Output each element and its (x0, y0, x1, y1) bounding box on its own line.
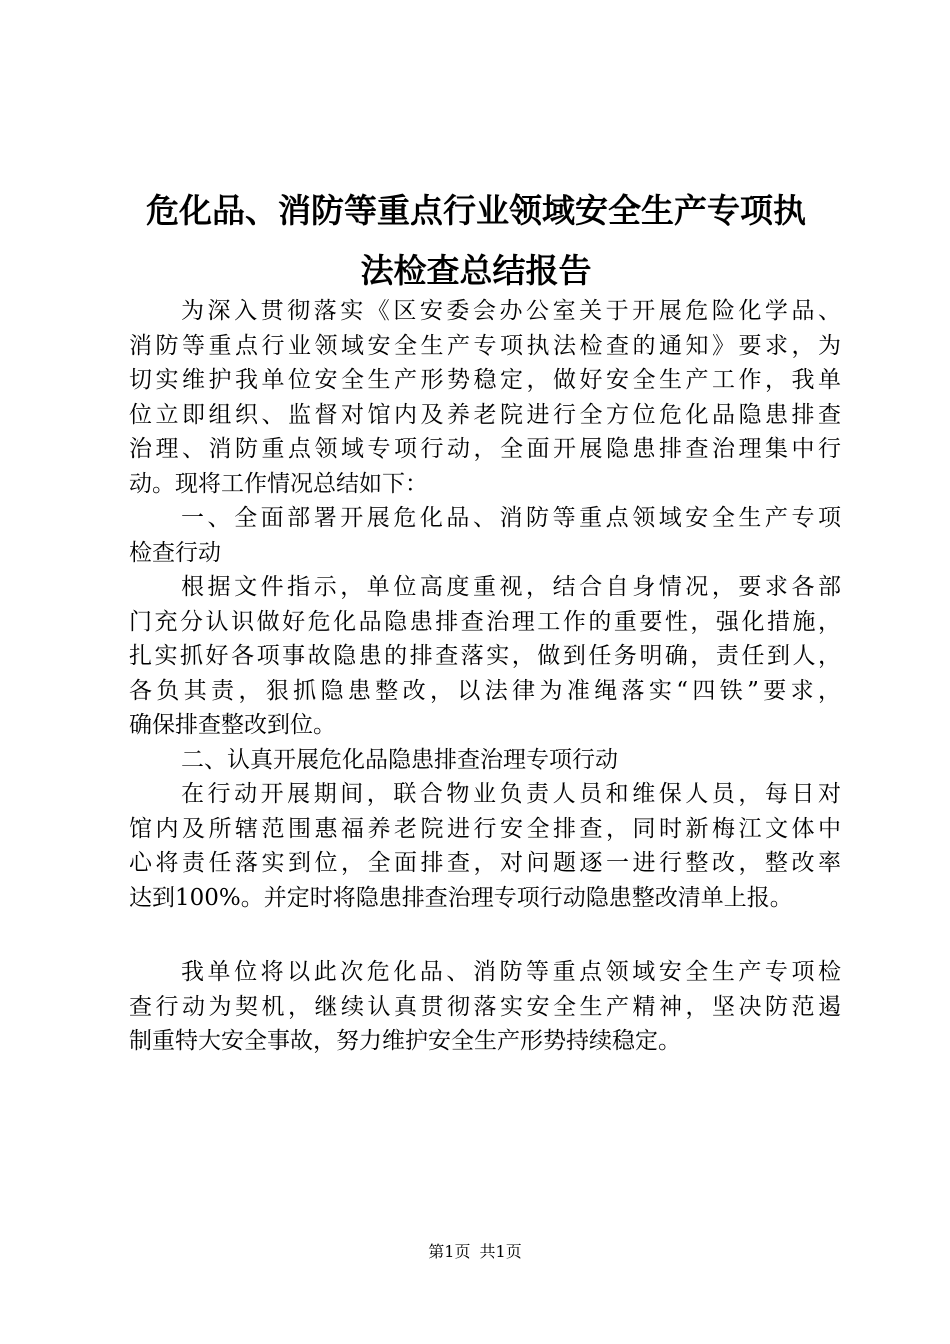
document-title-line-1: 危化品、消防等重点行业领域安全生产专项执 (146, 191, 806, 230)
document-title-line-2: 法检查总结报告 (360, 251, 592, 290)
page-total: 共1页 (479, 1242, 522, 1261)
paragraph-line: 扎实抓好各项事故隐患的排查落实，做到任务明确，责任到人， (129, 643, 841, 669)
section-heading-1 (129, 501, 841, 570)
paragraph-line: 在行动开展期间，联合物业负责人员和维保人员，每日对 (181, 781, 841, 807)
paragraph-line: 为深入贯彻落实《区安委会办公室关于开展危险化学品、 (181, 298, 841, 324)
paragraph-line: 查行动为契机，继续认真贯彻落实安全生产精神，坚决防范遏 (129, 993, 841, 1020)
paragraph-section-1 (129, 570, 841, 743)
paragraph-conclusion (129, 955, 841, 1059)
heading-line: 检查行动 (129, 539, 221, 566)
page-number: 第1页 (428, 1242, 471, 1261)
paragraph-intro (129, 294, 841, 501)
section-heading-2 (129, 743, 841, 778)
paragraph-line: 切实维护我单位安全生产形势稳定，做好安全生产工作，我单 (129, 367, 841, 393)
paragraph-line: 馆内及所辖范围惠福养老院进行安全排查，同时新梅江文体中 (129, 815, 841, 842)
paragraph-line: 位立即组织、监督对馆内及养老院进行全方位危化品隐患排查 (129, 401, 841, 428)
paragraph-line: 根据文件指示，单位高度重视，结合自身情况，要求各部 (181, 574, 841, 600)
paragraph-gap (129, 915, 841, 955)
paragraph-section-2 (129, 777, 841, 915)
heading-line: 二、认真开展危化品隐患排查治理专项行动 (181, 746, 618, 773)
paragraph-line: 各负其责，狠抓隐患整改，以法律为准绳落实“四铁”要求， (129, 677, 841, 704)
paragraph-line: 动。现将工作情况总结如下： (129, 470, 428, 497)
paragraph-line: 制重特大安全事故，努力维护安全生产形势持续稳定。 (129, 1028, 681, 1054)
document-body (129, 294, 841, 1059)
paragraph-line: 心将责任落实到位，全面排查，对问题逐一进行整改，整改率 (129, 850, 841, 876)
paragraph-line: 消防等重点行业领域安全生产专项执法检查的通知》要求，为 (129, 332, 841, 359)
paragraph-line: 确保排查整改到位。 (129, 712, 336, 738)
heading-line: 一、全面部署开展危化品、消防等重点领域安全生产专项 (181, 505, 841, 531)
paragraph-line: 我单位将以此次危化品、消防等重点领域安全生产专项检 (181, 959, 841, 985)
paragraph-line: 治理、消防重点领域专项行动，全面开展隐患排查治理集中行 (129, 436, 841, 462)
paragraph-line: 达到100%。并定时将隐患排查治理专项行动隐患整改清单上报。 (129, 884, 793, 911)
page-footer (0, 1240, 950, 1264)
paragraph-line: 门充分认识做好危化品隐患排查治理工作的重要性，强化措施， (129, 608, 841, 635)
